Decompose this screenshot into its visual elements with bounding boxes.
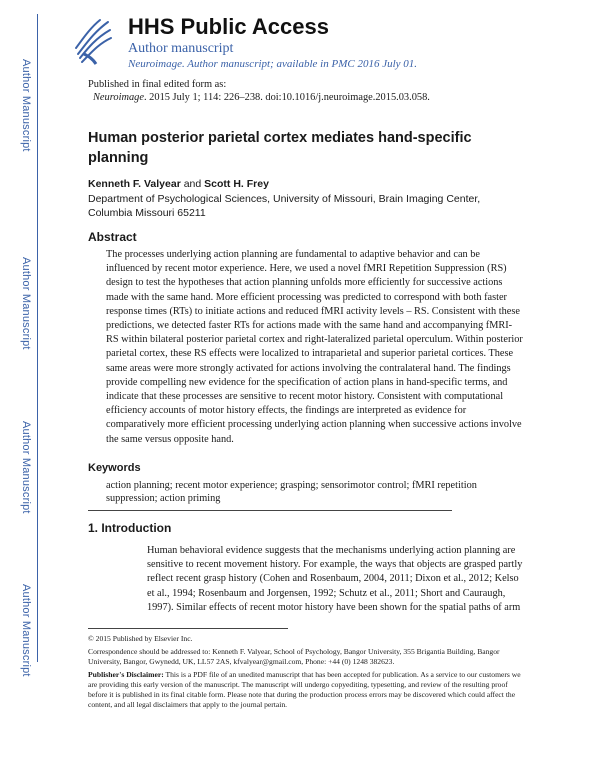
publication-info xyxy=(88,78,430,104)
affiliation: Department of Psychological Sciences, University of Missouri, Brain Imaging Center, Columbia Missouri 65211 xyxy=(88,193,481,219)
introduction-heading: 1. Introduction xyxy=(88,521,172,535)
abstract-text: The processes underlying action planning are fundamental to adaptive behavior and can be influenced by recent motor experience. Here, we used a novel fMRI Repetition Suppression (RS) design to test the hypotheses that action planning unfolds more efficiently for successive actions made with the same hand. More efficient processing was predicted to correspond with both faster response times (RTs) to initiate actions and reduced fMRI activity levels – RS. Consistent with these predictions, we detected faster RTs for actions made with the same hand and accompanying fMRI-RS within bilateral posterior parietal cortex and right-lateralized parietal operculum. Within posterior parietal cortex, these RS effects were localized to intraparietal and superior parietal cortices. These same areas were more strongly activated for actions involving the contralateral hand. The findings provide compelling new evidence for the specification of action plans in hand-specific terms, and indicate that these processes are sensitive to recent motor history. Consistent with computational efficiency accounts of motor history effects, the findings are interpreted as evidence for comparatively more efficient processing underlying action planning when successive actions involve the same versus opposite hand. xyxy=(106,249,523,445)
author-list xyxy=(88,178,269,190)
author-1: Kenneth F. Valyear xyxy=(88,178,181,190)
copyright-note: © 2015 Published by Elsevier Inc. xyxy=(88,634,193,643)
keywords-text: action planning; recent motor experience; grasping; sensorimotor control; fMRI repetition suppression; action priming xyxy=(106,480,477,504)
keywords-heading: Keywords xyxy=(88,462,141,474)
footnotes xyxy=(88,634,528,713)
footnote-divider xyxy=(88,628,288,629)
disclaimer-label: Publisher's Disclaimer: xyxy=(88,670,164,679)
citation-journal: Neuroimage xyxy=(93,92,144,103)
sidebar-label-1: Author Manuscript xyxy=(20,58,32,152)
published-label: Published in final edited form as: xyxy=(88,79,227,90)
sidebar-divider xyxy=(37,14,38,662)
disclaimer-text: This is a PDF file of an unedited manuscript that has been accepted for publication. As a service to our customers we are providing this early version of the manuscript. The manuscript will undergo copyediting, typesetting, and review of the resulting proof before it is published in its final citable form. Please note that during the production process errors may be discovered which could affect the content, and all legal disclaimers that apply to the journal pertain. xyxy=(88,670,521,709)
keywords-divider xyxy=(88,510,452,511)
hhs-eagle-logo-icon xyxy=(70,14,116,66)
introduction-text: Human behavioral evidence suggests that the mechanisms underlying action planning are sensitive to recent movement history. For example, the ways that objects are grasped partly reflect recent grasp history (Cohen and Rosenbaum, 2004, 2011; Dixon et al., 2012; Kelso et al., 1994; Rosenbaum and Jorgensen, 1992; Schutz et al., 2011; Short and Cauraugh, 1997). Similar effects of recent motor history have been shown for the spatial paths of arm xyxy=(147,545,523,613)
citation xyxy=(88,91,430,104)
manuscript-label: Author manuscript xyxy=(128,41,234,56)
sidebar-label-3: Author Manuscript xyxy=(20,420,32,514)
article-title: Human posterior parietal cortex mediates hand-specific planning xyxy=(88,130,472,166)
author-2: Scott H. Frey xyxy=(204,178,269,190)
hhs-title: HHS Public Access xyxy=(128,14,329,39)
sidebar-label-2: Author Manuscript xyxy=(20,256,32,350)
author-conjunction: and xyxy=(180,178,205,190)
journal-availability: Neuroimage. Author manuscript; available in PMC 2016 July 01. xyxy=(128,58,418,70)
citation-details: . 2015 July 1; 114: 226–238. doi:10.1016/j.neuroimage.2015.03.058. xyxy=(143,92,430,103)
correspondence-note: Correspondence should be addressed to: Kenneth F. Valyear, School of Psychology, Bangor University, 355 Brigantia Building, Bangor University, Bangor, Gwynedd, UK, LL57 2AS, kfvalyear@gmail.com, Phone: +44 (0) 1248 382623. xyxy=(88,647,500,666)
sidebar-label-4: Author Manuscript xyxy=(20,583,32,677)
author-manuscript-sidebar xyxy=(0,0,40,776)
disclaimer-note xyxy=(88,670,528,710)
abstract-heading: Abstract xyxy=(88,230,137,244)
hhs-header xyxy=(70,14,550,72)
